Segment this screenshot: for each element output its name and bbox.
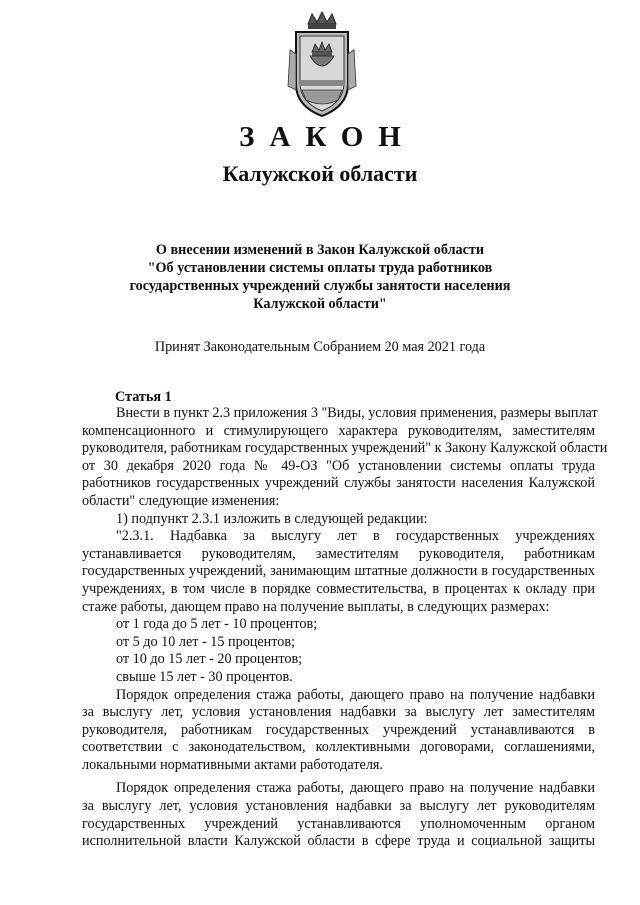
body-line: государственных учреждений, занимающим штатные должности в государственных bbox=[82, 563, 595, 580]
body-line: "2.3.1. Надбавка за выслугу лет в государственных учреждениях bbox=[116, 528, 595, 545]
body-line: Внести в пункт 2.3 приложения 3 "Виды, условия применения, размеры выплат bbox=[116, 405, 598, 421]
subject-line: "Об установлении системы оплаты труда работников bbox=[147, 260, 493, 276]
body-line: области" следующие изменения: bbox=[82, 492, 280, 509]
body-line: соответствии с законодательством, коллективными договорами, соглашениями, bbox=[82, 739, 595, 756]
coat-of-arms-emblem bbox=[278, 10, 366, 120]
body-line: за выслугу лет, условия установления надбавки за выслугу лет руководителям bbox=[82, 798, 595, 815]
body-line: исполнительной власти Калужской области в сфере труда и социальной защиты bbox=[82, 833, 595, 850]
body-line: от 10 до 15 лет - 20 процентов; bbox=[116, 651, 303, 668]
body-line: от 5 до 10 лет - 15 процентов; bbox=[116, 633, 296, 650]
subject-line: Калужской области" bbox=[253, 296, 387, 312]
body-line: руководителя, работникам государственных учреждений" к Закону Калужской области bbox=[82, 440, 608, 457]
body-line: Порядок определения стажа работы, дающего право на получение надбавки bbox=[116, 686, 595, 703]
law-subject-title bbox=[110, 241, 530, 313]
body-line: от 1 года до 5 лет - 10 процентов; bbox=[116, 616, 318, 633]
body-line: локальными нормативными актами работодателя. bbox=[82, 756, 383, 773]
adoption-note: Принят Законодательным Собранием 20 мая 2021 года bbox=[154, 339, 486, 355]
body-line: 1) подпункт 2.3.1 изложить в следующей редакции: bbox=[116, 510, 428, 527]
law-heading: ЗАКОН bbox=[239, 121, 416, 153]
body-line: стаже работы, дающем право на получение выплаты, в следующих размерах: bbox=[82, 598, 550, 615]
subject-line: О внесении изменений в Закон Калужской области bbox=[155, 242, 485, 258]
body-line: свыше 15 лет - 30 процентов. bbox=[116, 668, 293, 685]
body-line: от 30 декабря 2020 года № 49-ОЗ "Об установлении системы оплаты труда bbox=[82, 457, 595, 474]
region-heading: Калужской области bbox=[222, 161, 418, 186]
body-line: компенсационного и стимулирующего характера руководителям, заместителям bbox=[82, 422, 595, 439]
body-line: работников государственных учреждений службы занятости населения Калужской bbox=[82, 475, 595, 492]
body-line: учреждениях, в том числе в порядке совместительства, в процентах к окладу при bbox=[82, 580, 595, 597]
body-line: устанавливается руководителям, заместителям руководителя, работникам bbox=[82, 545, 595, 562]
subject-line: государственных учреждений службы занятости населения bbox=[129, 278, 511, 294]
body-line: руководителя, работникам государственных учреждений устанавливаются в bbox=[82, 721, 595, 738]
article-body bbox=[82, 405, 608, 851]
body-line: за выслугу лет, условия установления надбавки за выслугу лет заместителям bbox=[82, 704, 595, 721]
body-line: государственных учреждений устанавливаются уполномоченным органом bbox=[82, 815, 595, 832]
body-line: Порядок определения стажа работы, дающего право на получение надбавки bbox=[116, 780, 595, 797]
article-title: Статья 1 bbox=[115, 389, 172, 405]
